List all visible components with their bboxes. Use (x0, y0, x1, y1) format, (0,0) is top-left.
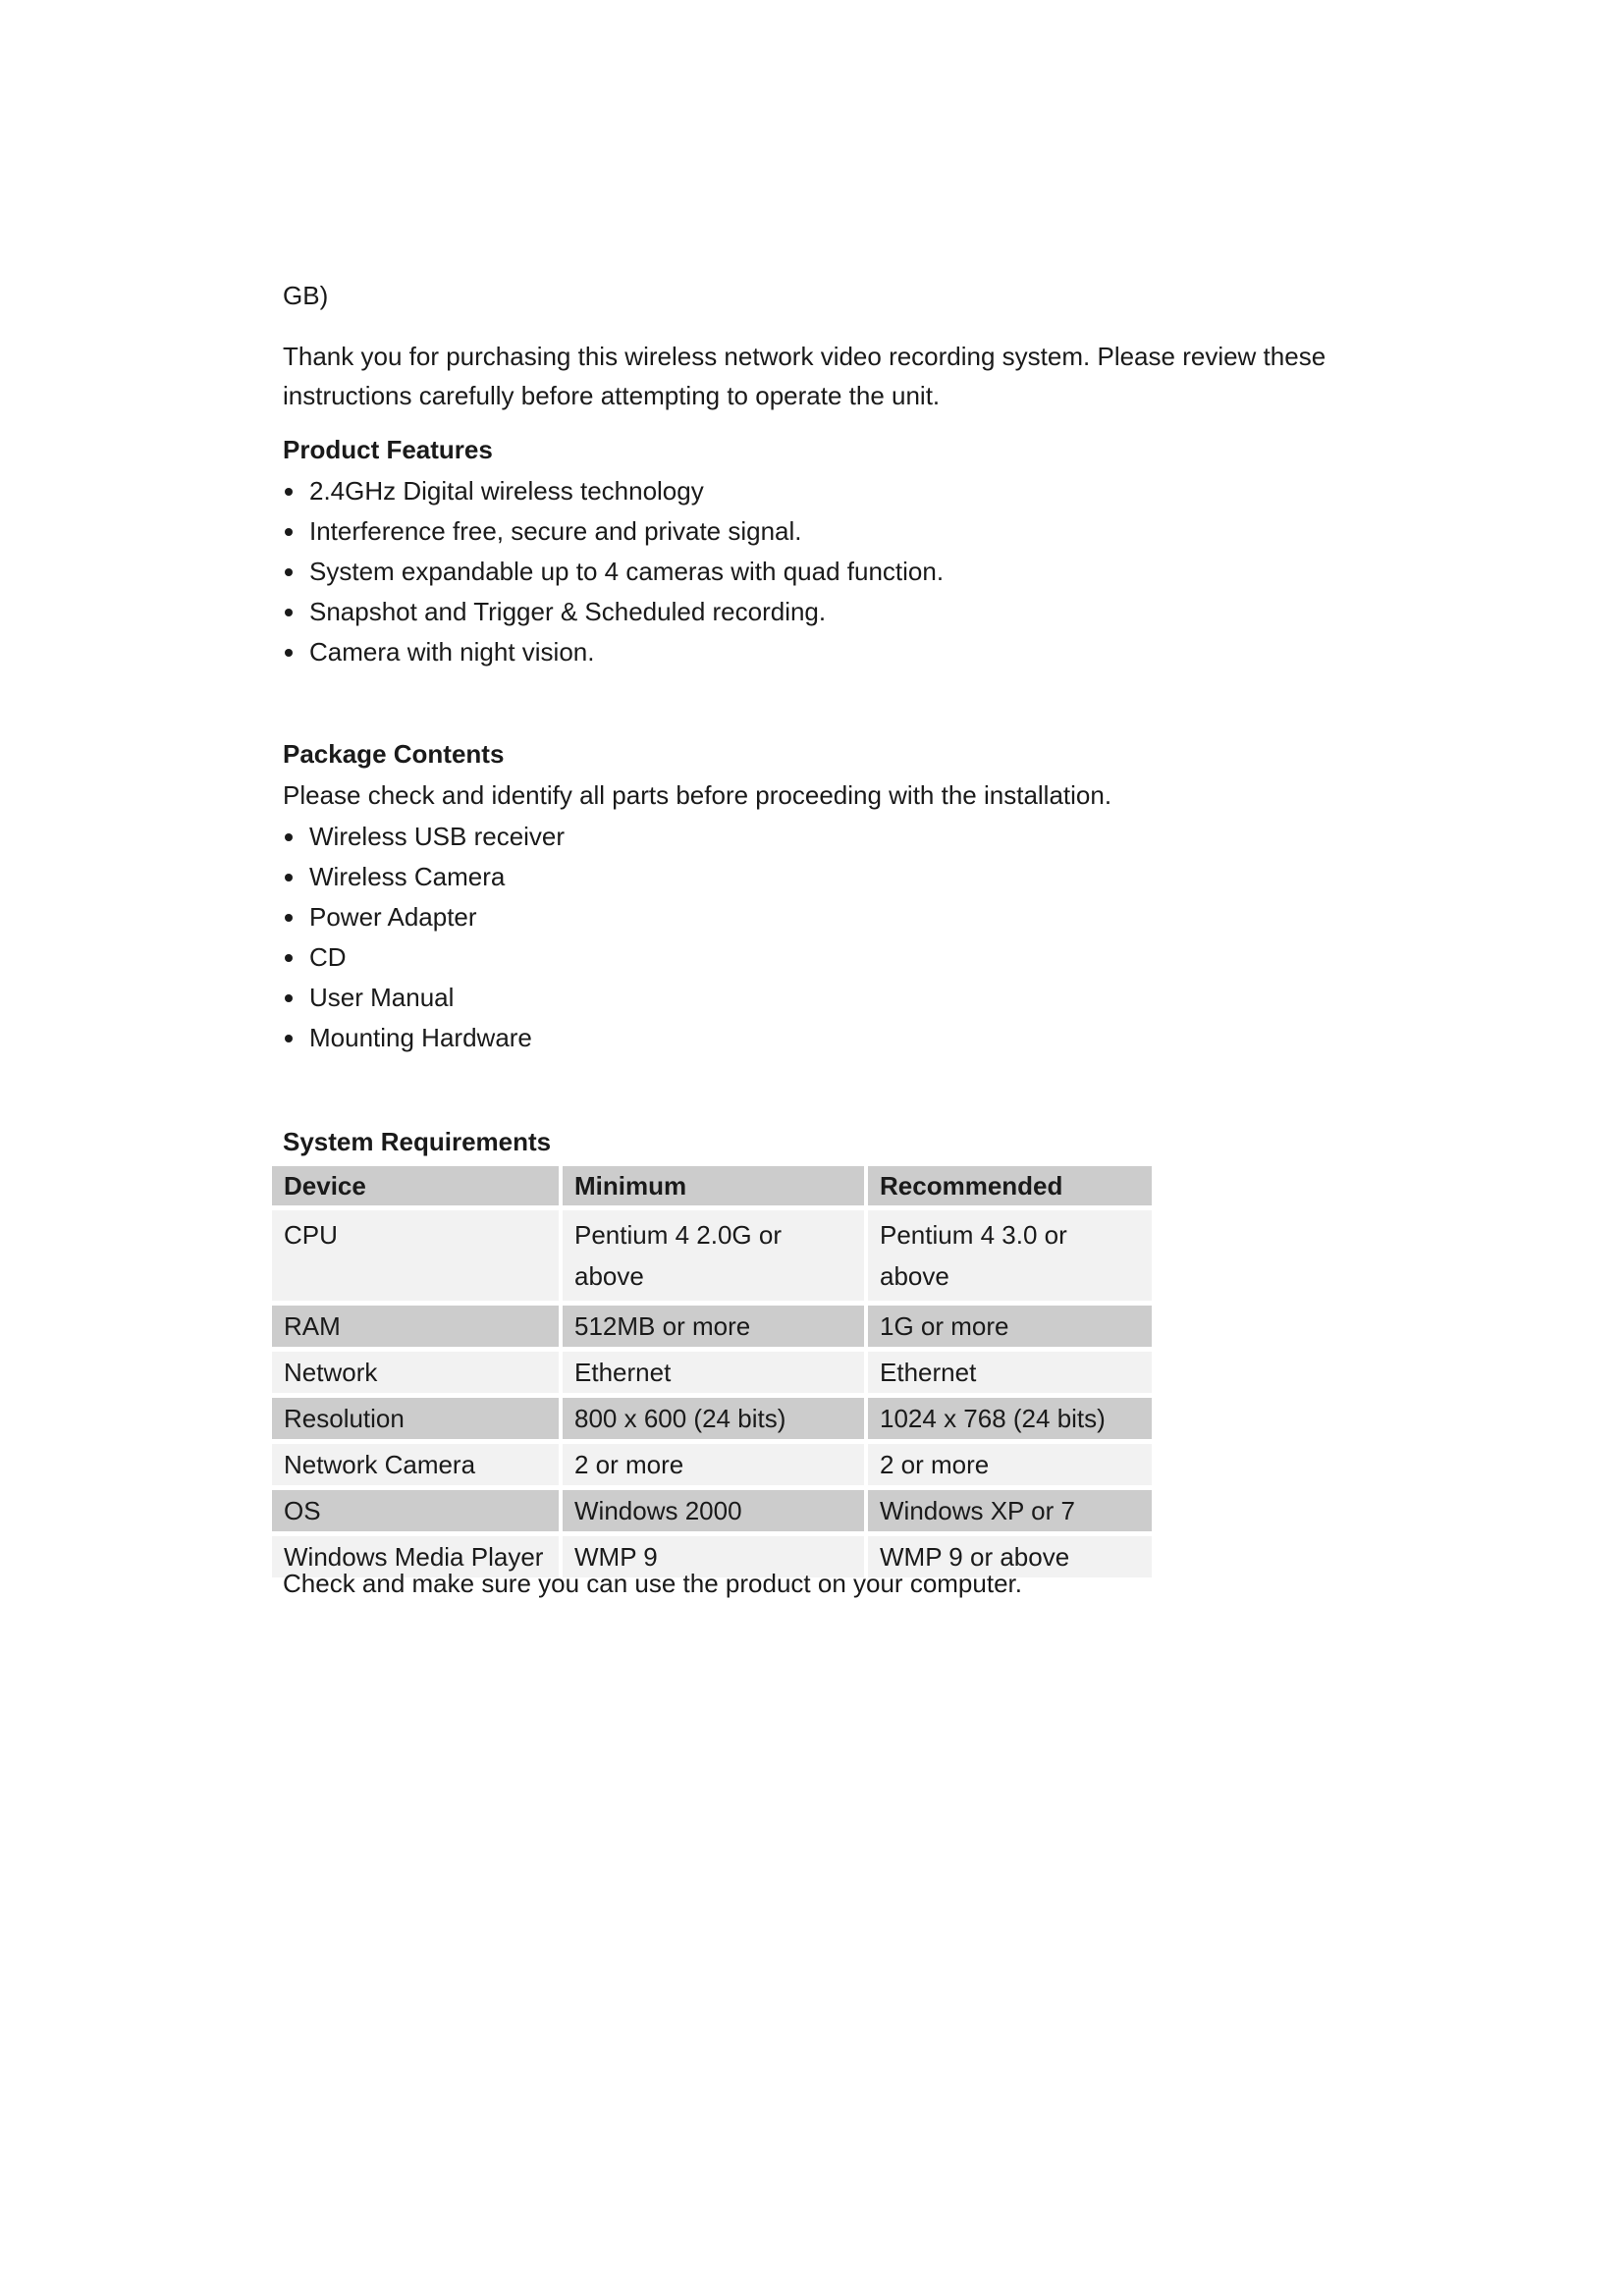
device-cell: Network Camera (272, 1444, 559, 1485)
list-item (283, 978, 1363, 1018)
recommended-cell: 2 or more (868, 1444, 1152, 1485)
column-header-device: Device (272, 1166, 559, 1205)
device-cell: Windows Media Player (272, 1536, 559, 1577)
features-list (283, 471, 1363, 672)
feature-text: System expandable up to 4 cameras with quad function. (309, 557, 945, 586)
list-item (283, 817, 1363, 857)
package-item-text: Power Adapter (309, 902, 477, 932)
requirements-table (268, 1161, 1156, 1582)
recommended-cell: WMP 9 or above (868, 1536, 1152, 1577)
package-item-text: Wireless Camera (309, 862, 506, 891)
column-header-minimum: Minimum (563, 1166, 864, 1205)
minimum-cell: 2 or more (563, 1444, 864, 1485)
bullet-icon (285, 914, 293, 922)
bullet-icon (285, 874, 293, 881)
list-item (283, 937, 1363, 978)
list-item (283, 1018, 1363, 1058)
device-cell: Resolution (272, 1398, 559, 1439)
list-item (283, 857, 1363, 897)
bullet-icon (285, 609, 293, 616)
package-heading: Package Contents (283, 739, 505, 769)
bullet-icon (285, 833, 293, 841)
table-row (272, 1306, 1152, 1347)
list-item (283, 471, 1363, 511)
minimum-cell: WMP 9 (563, 1536, 864, 1577)
table-row (272, 1352, 1152, 1393)
bullet-icon (285, 649, 293, 657)
minimum-cell: Windows 2000 (563, 1490, 864, 1531)
bullet-icon (285, 488, 293, 496)
list-item (283, 511, 1363, 552)
feature-text: Snapshot and Trigger & Scheduled recording. (309, 597, 827, 626)
list-item (283, 592, 1363, 632)
list-item (283, 552, 1363, 592)
recommended-cell: Ethernet (868, 1352, 1152, 1393)
bullet-icon (285, 954, 293, 962)
recommended-cell: Windows XP or 7 (868, 1490, 1152, 1531)
recommended-cell: Pentium 4 3.0 or above (868, 1210, 1152, 1301)
package-item-text: Mounting Hardware (309, 1023, 532, 1052)
package-list-container (283, 817, 1363, 1058)
recommended-cell: 1024 x 768 (24 bits) (868, 1398, 1152, 1439)
device-cell: CPU (272, 1210, 559, 1301)
feature-text: Interference free, secure and private signal. (309, 516, 802, 546)
bullet-icon (285, 1035, 293, 1042)
device-cell: Network (272, 1352, 559, 1393)
bullet-icon (285, 528, 293, 536)
table-header-row (272, 1166, 1152, 1205)
table-row (272, 1398, 1152, 1439)
minimum-cell: 512MB or more (563, 1306, 864, 1347)
device-cell: RAM (272, 1306, 559, 1347)
intro-paragraph: Thank you for purchasing this wireless network video recording system. Please review these instructions carefully before attempting to operate the unit. (283, 342, 1326, 410)
recommended-cell: 1G or more (868, 1306, 1152, 1347)
table-row (272, 1210, 1152, 1301)
continued-fragment: GB) (283, 281, 329, 310)
bullet-icon (285, 568, 293, 576)
list-item (283, 897, 1363, 937)
minimum-cell: Pentium 4 2.0G or above (563, 1210, 864, 1301)
table-row (272, 1490, 1152, 1531)
bullet-icon (285, 994, 293, 1002)
minimum-cell: 800 x 600 (24 bits) (563, 1398, 864, 1439)
package-item-text: Wireless USB receiver (309, 822, 566, 851)
requirements-note: Check and make sure you can use the product on your computer. (283, 1569, 1022, 1598)
list-item (283, 632, 1363, 672)
feature-text: Camera with night vision. (309, 637, 595, 667)
package-item-text: CD (309, 942, 347, 972)
table-row (272, 1444, 1152, 1485)
device-cell: OS (272, 1490, 559, 1531)
features-heading: Product Features (283, 435, 493, 464)
column-header-recommended: Recommended (868, 1166, 1152, 1205)
features-list-container (283, 471, 1363, 672)
requirements-heading: System Requirements (283, 1127, 552, 1156)
feature-text: 2.4GHz Digital wireless technology (309, 476, 704, 506)
package-intro: Please check and identify all parts before proceeding with the installation. (283, 780, 1112, 810)
minimum-cell: Ethernet (563, 1352, 864, 1393)
package-list (283, 817, 1363, 1058)
package-item-text: User Manual (309, 983, 455, 1012)
